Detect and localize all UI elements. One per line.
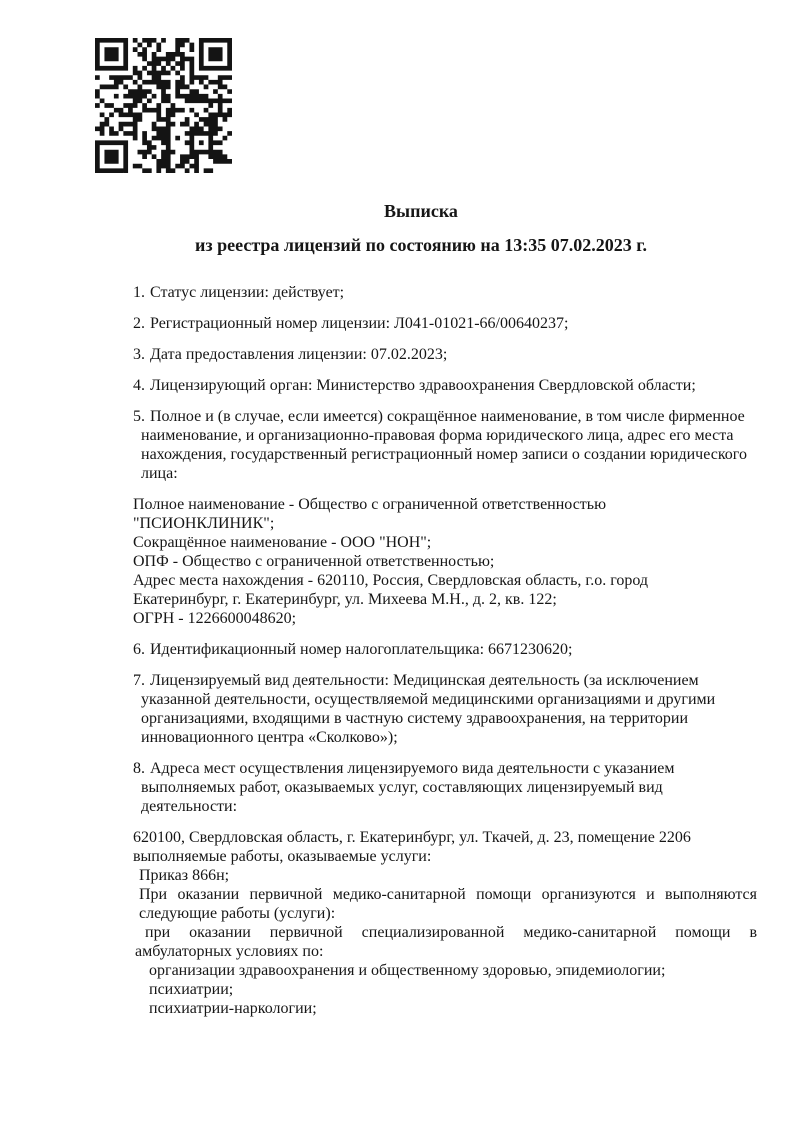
org-ogrn-line: ОГРН - 1226600048620; <box>133 610 297 627</box>
order-reference-line: Приказ 866н; <box>139 867 230 884</box>
item-number: 8. <box>133 760 145 777</box>
works-description-line: При оказании первичной медико-санитарной помощи организуются и выполняются следующие работы (услуги): <box>139 886 757 922</box>
works-intro-line: выполняемые работы, оказываемые услуги: <box>133 848 432 865</box>
list-item-activity-addresses <box>133 759 757 816</box>
works-description-line: при оказании первичной специализированной медико-санитарной помощи в амбулаторных условиях по: <box>135 924 757 960</box>
org-address-line: Екатеринбург, г. Екатеринбург, ул. Михеева М.Н., д. 2, кв. 122; <box>133 591 557 608</box>
service-line: психиатрии; <box>149 981 234 998</box>
qr-code-icon <box>95 38 232 173</box>
list-item-licensed-activity <box>133 671 757 747</box>
document-heading <box>133 201 709 255</box>
org-full-name-line: "ПСИОНКЛИНИК"; <box>133 515 275 532</box>
service-line: организации здравоохранения и общественному здоровью, эпидемиологии; <box>149 962 666 979</box>
org-address-line: Адрес места нахождения - 620110, Россия, Свердловская область, г.о. город <box>133 572 649 589</box>
address-works-block <box>133 828 757 1018</box>
item-text: Лицензируемый вид деятельности: Медицинская деятельность (за исключением указанной деятельности, осуществляемой медицинскими организациями и другими организациями, входящими в частную систему здравоохранения, на территории инновационного центра «Сколково»); <box>141 672 716 746</box>
item-number: 6. <box>133 641 145 658</box>
list-item-status <box>133 283 757 302</box>
organization-details <box>133 495 757 628</box>
page-title: Выписка <box>384 201 458 221</box>
item-text: Идентификационный номер налогоплательщика: 6671230620; <box>150 641 573 658</box>
document-content <box>133 201 757 1018</box>
item-number: 4. <box>133 377 145 394</box>
org-full-name-line: Полное наименование - Общество с ограниченной ответственностью <box>133 496 607 513</box>
list-item-inn <box>133 640 757 659</box>
item-text: Адреса мест осуществления лицензируемого вида деятельности с указанием выполняемых работ, оказываемых услуг, составляющих лицензируемый вид деятельности: <box>141 760 675 815</box>
item-text: Дата предоставления лицензии: 07.02.2023; <box>150 346 448 363</box>
item-text: Лицензирующий орган: Министерство здравоохранения Свердловской области; <box>150 377 696 394</box>
service-line: психиатрии-наркологии; <box>149 1000 317 1017</box>
list-item-licensing-authority <box>133 376 757 395</box>
list-item-grant-date <box>133 345 757 364</box>
page-subtitle: из реестра лицензий по состоянию на 13:35 07.02.2023 г. <box>195 235 647 255</box>
item-number: 1. <box>133 284 145 301</box>
item-number: 7. <box>133 672 145 689</box>
org-legal-form-line: ОПФ - Общество с ограниченной ответственностью; <box>133 553 495 570</box>
org-short-name-line: Сокращённое наименование - ООО "НОН"; <box>133 534 432 551</box>
item-text: Регистрационный номер лицензии: Л041-01021-66/00640237; <box>150 315 569 332</box>
item-number: 3. <box>133 346 145 363</box>
item-number: 2. <box>133 315 145 332</box>
list-item-registration-number <box>133 314 757 333</box>
item-text: Статус лицензии: действует; <box>150 284 345 301</box>
list-item-org-name-intro <box>133 407 757 483</box>
item-text: Полное и (в случае, если имеется) сокращённое наименование, в том числе фирменное наименование, и организационно-правовая форма юридического лица, адрес его места нахождения, государственный регистрационный номер записи о создании юридического лица: <box>141 408 747 482</box>
item-number: 5. <box>133 408 145 425</box>
activity-address-line: 620100, Свердловская область, г. Екатеринбург, ул. Ткачей, д. 23, помещение 2206 <box>133 829 691 846</box>
